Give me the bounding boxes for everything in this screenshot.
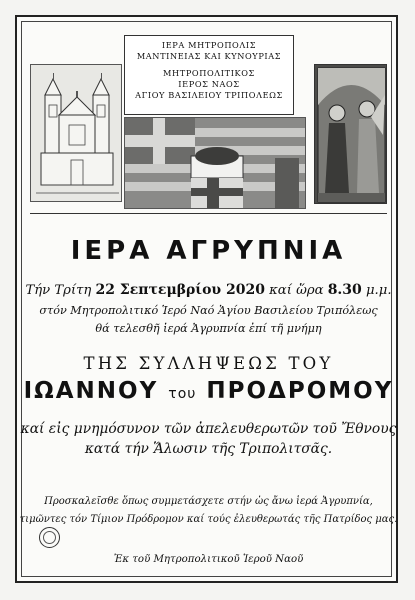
invitation-line-2: τιμῶντες τόν Τίμιον Πρόδρομον καί τούς ἐλευθερωτάς τῆς Πατρίδος μας.	[19, 514, 398, 525]
annunciation-icon-image	[314, 64, 387, 204]
flag-wreath-photo	[124, 117, 306, 209]
date-value: 22 Σεπτεμβρίου 2020	[95, 282, 265, 298]
poster-frame	[15, 15, 398, 583]
header-line-metropolis: ΙΕΡΑ ΜΗΤΡΟΠΟΛΙΣ	[161, 40, 257, 50]
feast-line: ΤΗΣ ΣΥΛΛΗΨΕΩΣ ΤΟΥ	[83, 354, 334, 373]
time-suffix: μ.μ.	[361, 283, 392, 298]
memorial-line-2: κατά τήν Ἅλωσιν τῆς Τριπολιτσᾶς.	[84, 441, 333, 457]
time-prefix: καί ὥρα	[264, 283, 328, 298]
date-prefix: Τήν Τρίτη	[25, 283, 96, 298]
feast-name-article: του	[168, 386, 197, 402]
date-line	[17, 282, 400, 298]
time-value: 8.30	[327, 282, 362, 298]
header-line-metropolitan: ΜΗΤΡΟΠΟΛΙΤΙΚΟΣ	[163, 68, 255, 78]
invitation-line-1: Προσκαλεῖσθε ὅπως συμμετάσχετε στήν ὡς ἄνω ἱερά Ἀγρυπνία,	[44, 496, 373, 507]
feast-name-second: ΠΡΟΔΡΟΜΟΥ	[206, 378, 394, 404]
header-line-saint: ΑΓΙΟΥ ΒΑΣΙΛΕΙΟΥ ΤΡΙΠΟΛΕΩΣ	[135, 90, 283, 100]
location-line: στόν Μητροπολιτικό Ἱερό Ναό Ἁγίου Βασιλείου Τριπόλεως	[39, 304, 378, 317]
service-line: θά τελεσθῆ ἱερά Ἀγρυπνία ἐπί τῆ μνήμη	[95, 322, 322, 335]
church-sketch-image	[30, 64, 122, 202]
signature: Ἐκ τοῦ Μητροπολιτικοῦ Ἱεροῦ Ναοῦ	[113, 554, 304, 565]
feast-name	[17, 378, 400, 404]
header-box	[124, 35, 294, 115]
header-line-church: ΙΕΡΟΣ ΝΑΟΣ	[178, 79, 240, 89]
feast-name-first: ΙΩΑΝΝΟΥ	[23, 378, 159, 404]
poster-title: ΙΕΡΑ ΑΓΡΥΠΝΙΑ	[70, 236, 347, 266]
header-line-region: ΜΑΝΤΙΝΕΙΑΣ ΚΑΙ ΚΥΝΟΥΡΙΑΣ	[136, 51, 282, 61]
memorial-line-1: καί εἰς μνημόσυνον τῶν ἀπελευθερωτῶν τοῦ Ἔθνους	[20, 421, 397, 437]
church-seal-icon	[39, 527, 60, 548]
divider-top	[30, 213, 387, 214]
